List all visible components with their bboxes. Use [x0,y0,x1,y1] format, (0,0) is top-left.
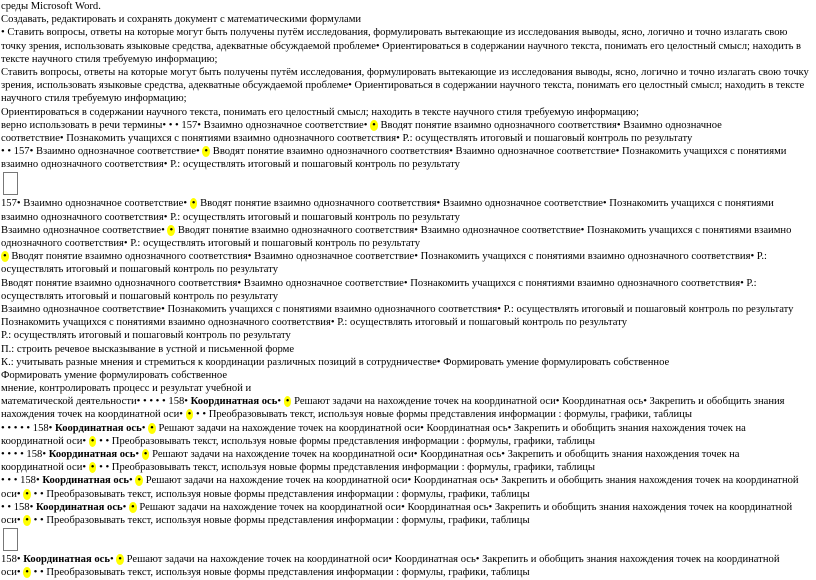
text-run: Вводят понятие взаимно однозначного соответствия• Взаимно однозначное соответствие• Познакомить учащихся с понятиями взаимно однозначного соответствия• Р.: [8,251,767,263]
text-run: соответствие• Познакомить учащихся с понятиями взаимно однозначного соответствия• Р.: осуществлять итоговый и пошаговый контроль по результату [1,132,693,144]
text-run: зрения, использовать языковые средства, адекватные обсуждаемой проблеме• Ориентироваться в содержании научного текста, понимать его целостный смысл; находить в тексте [1,80,805,92]
text-run: • [109,554,117,566]
document-line [1,343,813,356]
text-run: • Ставить вопросы, ответы на которые могут быть получены путём исследования, формулировать вытекающие из исследования выводы, ясно, логично и точно излагать свою [1,27,788,39]
document-line [1,395,813,408]
document-line [1,369,813,382]
text-run: Взаимно однозначное соответствие• Познакомить учащихся с понятиями взаимно однозначного соответствия• Р.: осуществлять итоговый и пошаговый контроль по результату [1,303,794,315]
highlighted-bullet: • [191,198,196,210]
text-run: взаимно однозначного соответствия• Р.: осуществлять итоговый и пошаговый контроль по результату [1,211,460,223]
text-run: Решают задачи на нахождение точек на координатной оси• Координатная ось• Закрепить и обобщить знания нахождения точек на [149,449,740,460]
document-line [1,26,813,39]
document-line [1,566,813,579]
text-run: тексте научного стиля требуемую информацию; [1,53,218,65]
highlighted-bullet: • [3,251,7,263]
document-line [1,92,813,105]
document-line [1,553,813,566]
document-line [1,106,813,119]
text-run: Решают задачи на нахождение точек на координатной оси• Координатная ось• Закрепить и обобщить знания [291,396,785,408]
bold-text: Координатная ось [55,422,142,434]
text-run: Вводят понятие взаимно однозначного соответствия• Взаимно однозначное соответствие• Познакомить учащихся с понятиями [197,198,774,210]
text-run: • [122,501,130,513]
text-run: • [141,422,149,434]
text-run: взаимно однозначного соответствия• Р.: осуществлять итоговый и пошаговый контроль по результату [1,159,460,171]
highlighted-bullet: • [25,514,30,526]
document-line [1,382,813,395]
text-run: математической деятельности• • • • • 158• [1,396,191,408]
document-body [1,0,813,580]
highlighted-bullet: • [372,119,376,131]
highlighted-bullet: • [204,146,209,158]
text-run: Р.: осуществлять итоговый и пошаговый контроль по результату [1,330,291,342]
text-run: 157• Взаимно однозначное соответствие• [1,198,190,210]
text-run: • • 157• Взаимно однозначное соответствие• [1,146,203,158]
document-line [1,290,813,303]
text-run: • • • • 158• [1,449,49,460]
text-run: координатной оси• [1,462,89,474]
document-line [1,408,813,421]
text-run: • • Преобразовывать текст, используя новые формы представления информации : формулы, графики, таблицы [193,409,692,421]
document-line [1,132,813,145]
highlighted-bullet: • [143,449,148,460]
text-run: нахождения точек на координатной оси• [1,409,186,421]
text-run: среды Microsoft Word. [1,1,101,12]
document-line [1,250,813,263]
document-line [1,422,813,435]
text-run: 158• [1,554,24,566]
text-run: • [135,449,142,460]
text-run: • • Преобразовывать текст, используя новые формы представления информации : формулы, графики, таблицы [96,435,596,447]
document-line [1,197,813,210]
document-line [1,66,813,79]
text-run: Ставить вопросы, ответы на которые могут быть получены путём исследования, формулировать вытекающие из исследования выводы, ясно, логично и точно излагать свою точку [1,66,809,78]
text-run: • • Преобразовывать текст, используя новые формы представления информации : формулы, графики, таблицы [31,488,530,500]
highlighted-bullet: • [90,462,95,474]
text-run: • • • • • 158• [1,422,56,434]
text-run: Решают задачи на нахождение точек на координатной оси• Координатная ось• Закрепить и обобщить знания нахождения точек на [155,422,746,434]
document-line [1,303,813,316]
text-run: Взаимно однозначное соответствие• [1,224,168,236]
document-line [1,461,813,474]
text-run: Вводят понятие взаимно однозначного соответствия• Взаимно однозначное соответствие• Познакомить учащихся с понятиями [210,146,787,158]
document-line [1,488,813,501]
highlighted-bullet: • [285,396,290,408]
text-run: однозначного соответствия• Р.: осуществлять итоговый и пошаговый контроль по результату [1,238,421,249]
document-line [1,79,813,92]
text-run: • [277,396,284,408]
document-line [1,13,813,26]
text-run: оси• [1,567,24,579]
document-line [1,316,813,329]
highlighted-bullet: • [169,224,174,236]
text-run: точку зрения, использовать языковые средства, адекватные обсуждаемой проблеме• Ориентироваться в содержании научного текста, понимать его целостный смысл; находить в [1,40,802,52]
text-run: Решают задачи на нахождение точек на координатной оси• Координатная ось• Закрепить и обобщить знания нахождения точек на координатной [143,475,799,487]
document-line [1,277,813,290]
document-line [1,53,813,66]
document-line [1,158,813,171]
text-run: К.: учитывать разные мнения и стремиться к координации различных позиций в сотрудничестве• Формировать умение формулировать собственное [1,356,670,368]
text-run: Ориентироваться в содержании научного текста, понимать его целостный смысл; находить в тексте научного стиля требуемую информацию; [1,106,639,118]
highlighted-bullet: • [137,475,142,487]
document-line [1,329,813,342]
document-line [1,435,813,448]
document-line [1,119,813,132]
document-line [1,0,813,13]
text-run: координатной оси• [1,435,89,447]
text-run: Формировать умение формулировать собственное [1,369,228,381]
highlighted-bullet: • [25,488,30,500]
document-line [1,224,813,237]
document-line [1,237,813,250]
text-run: Создавать, редактировать и сохранять документ с математическими формулами [1,14,362,26]
text-run: • • Преобразовывать текст, используя новые формы представления информации : формулы, графики, таблицы [31,514,530,526]
text-run: • • Преобразовывать текст, используя новые формы представления информации : формулы, графики, таблицы [96,462,596,474]
document-line [1,263,813,276]
text-run: П.: строить речевое высказывание в устной и письменной форме [1,343,295,355]
text-run: • [129,475,136,487]
text-run: Решают задачи на нахождение точек на координатной оси• Координатная ось• Закрепить и обобщить знания нахождения точек на координатной [124,554,780,566]
text-run: Вводят понятие взаимно однозначного соответствия• Взаимно однозначное соответствие• Познакомить учащихся с понятиями взаимно [175,224,792,236]
empty-table-cell [3,172,18,195]
document-line [1,448,813,461]
highlighted-bullet: • [25,567,30,579]
highlighted-bullet: • [118,554,123,566]
bold-text: Координатная ось [42,475,130,487]
bold-text: Координатная ось [35,501,123,513]
text-run: Вводят понятие взаимно однозначного соответствия• Взаимно однозначное соответствие• Познакомить учащихся с понятиями взаимно однозначного соответствия• Р.: [1,277,757,289]
bold-text: Координатная ось [48,449,136,460]
text-run: осуществлять итоговый и пошаговый контроль по результату [1,290,279,302]
text-run: оси• [1,488,24,500]
text-run: Вводят понятие взаимно однозначного соответствия• Взаимно однозначное [377,119,722,131]
highlighted-bullet: • [90,435,95,447]
text-run: мнение, контролировать процесс и результат учебной и [1,383,252,395]
document-line [1,514,813,527]
document-line [1,145,813,158]
text-run: • • Преобразовывать текст, используя новые формы представления информации : формулы, графики, таблицы [31,567,530,579]
highlighted-bullet: • [187,409,192,421]
text-run: • • • 158• [1,475,43,487]
document-line [1,501,813,514]
text-run: Решают задачи на нахождение точек на координатной оси• Координатная ось• Закрепить и обобщить знания нахождения точек на координатной [136,501,793,513]
bold-text: Координатная ось [190,396,278,408]
text-run: • • 158• [1,501,36,513]
text-run: верно использовать в речи термины• • • 157• Взаимно однозначное соответствие• [1,119,371,131]
document-line [1,474,813,487]
text-run: Познакомить учащихся с понятиями взаимно однозначного соответствия• Р.: осуществлять итоговый и пошаговый контроль по результату [1,317,628,329]
bold-text: Координатная ось [23,554,110,566]
text-run: осуществлять итоговый и пошаговый контроль по результату [1,264,279,276]
document-line [1,211,813,224]
highlighted-bullet: • [131,501,135,513]
empty-table-cell [3,528,18,551]
text-run: научного стиля требуемую информацию; [1,93,187,105]
text-run: оси• [1,514,24,526]
document-line [1,356,813,369]
highlighted-bullet: • [150,422,154,434]
document-line [1,40,813,53]
